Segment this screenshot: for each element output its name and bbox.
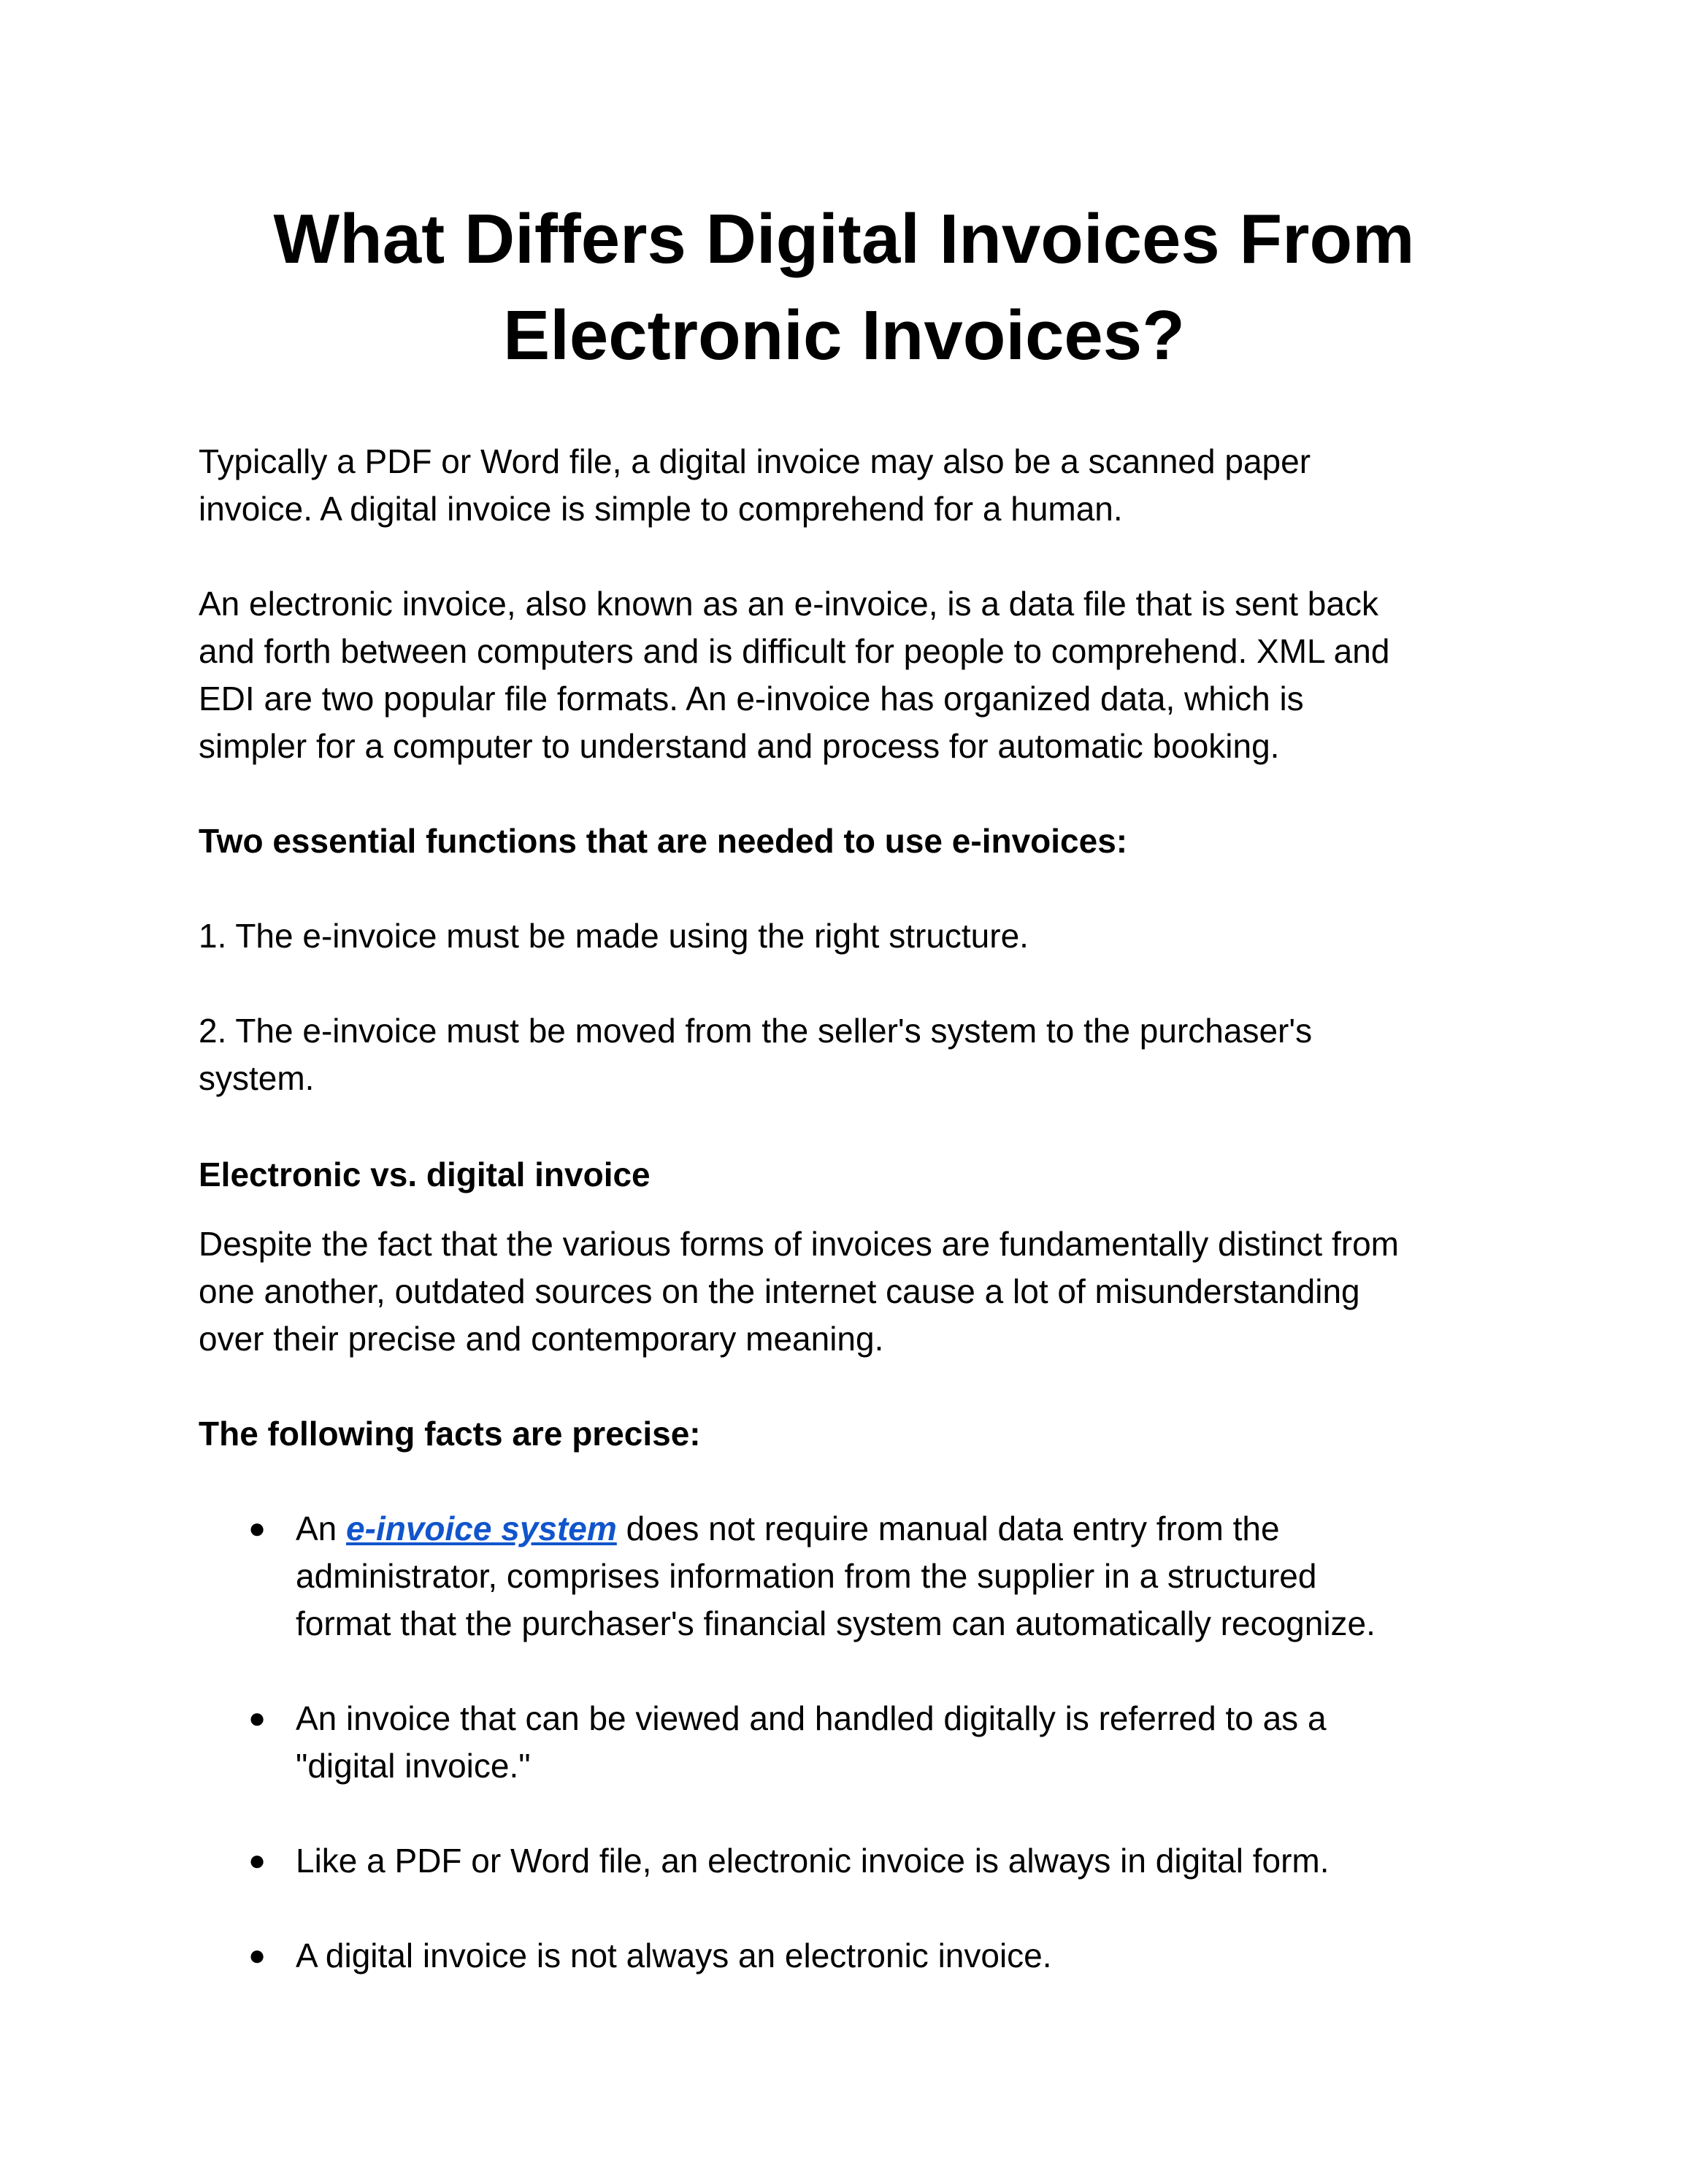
page-title-line-2: Electronic Invoices? [503, 296, 1185, 374]
fact-bullet-1-prefix: An [296, 1510, 347, 1547]
comparison-heading: Electronic vs. digital invoice [199, 1156, 651, 1193]
intro-paragraph [199, 438, 1498, 533]
fact-bullet-4-line-1: A digital invoice is not always an electronic invoice. [296, 1937, 1052, 1975]
function-item-1: 1. The e-invoice must be made using the right structure. [199, 917, 1029, 955]
function-item-2-line-1: 2. The e-invoice must be moved from the seller's system to the purchaser's [199, 1012, 1313, 1050]
fact-bullet-2-text [296, 1695, 1327, 1790]
e-invoice-paragraph-line-2: and forth between computers and is difficult for people to comprehend. XML and [199, 632, 1390, 670]
fact-bullet-2-line-1: An invoice that can be viewed and handled digitally is referred to as a [296, 1699, 1327, 1737]
e-invoice-paragraph-line-4: simpler for a computer to understand and process for automatic booking. [199, 727, 1280, 765]
e-invoice-paragraph-line-3: EDI are two popular file formats. An e-invoice has organized data, which is [199, 680, 1304, 718]
fact-bullet-3-line-1: Like a PDF or Word file, an electronic invoice is always in digital form. [296, 1842, 1330, 1880]
page-title-line-1: What Differs Digital Invoices From [273, 200, 1415, 278]
bullet-dot-icon: ● [248, 1702, 266, 1734]
fact-bullet-2-line-2: "digital invoice." [296, 1747, 531, 1785]
comparison-paragraph-line-2: one another, outdated sources on the internet cause a lot of misunderstanding [199, 1272, 1360, 1310]
intro-paragraph-line-1: Typically a PDF or Word file, a digital invoice may also be a scanned paper [199, 442, 1311, 480]
comparison-paragraph [199, 1220, 1498, 1363]
fact-bullet-1-line-2: administrator, comprises information from the supplier in a structured [296, 1557, 1317, 1595]
page-title [0, 191, 1688, 384]
fact-bullet-1-line-1 [296, 1505, 1376, 1553]
comparison-paragraph-line-3: over their precise and contemporary meaning. [199, 1320, 884, 1358]
e-invoice-paragraph [199, 580, 1498, 770]
function-item-2-line-2: system. [199, 1059, 315, 1097]
bullet-dot-icon: ● [248, 1845, 266, 1877]
functions-heading: Two essential functions that are needed to use e-invoices: [199, 822, 1128, 860]
fact-bullet-1-text [296, 1505, 1376, 1647]
fact-bullet-4-text [296, 1932, 1052, 1980]
e-invoice-paragraph-line-1: An electronic invoice, also known as an e-invoice, is a data file that is sent back [199, 585, 1378, 623]
fact-bullet-1-suffix: does not require manual data entry from the [616, 1510, 1280, 1547]
bullet-dot-icon: ● [248, 1939, 266, 1972]
comparison-paragraph-line-1: Despite the fact that the various forms of invoices are fundamentally distinct from [199, 1225, 1399, 1263]
intro-paragraph-line-2: invoice. A digital invoice is simple to comprehend for a human. [199, 490, 1123, 528]
facts-heading: The following facts are precise: [199, 1415, 701, 1453]
fact-bullet-1-line-3: format that the purchaser's financial system can automatically recognize. [296, 1604, 1376, 1642]
e-invoice-system-link[interactable]: e-invoice system [346, 1510, 617, 1547]
bullet-dot-icon: ● [248, 1512, 266, 1545]
function-item-2 [199, 1007, 1498, 1102]
fact-bullet-3-text [296, 1837, 1330, 1885]
